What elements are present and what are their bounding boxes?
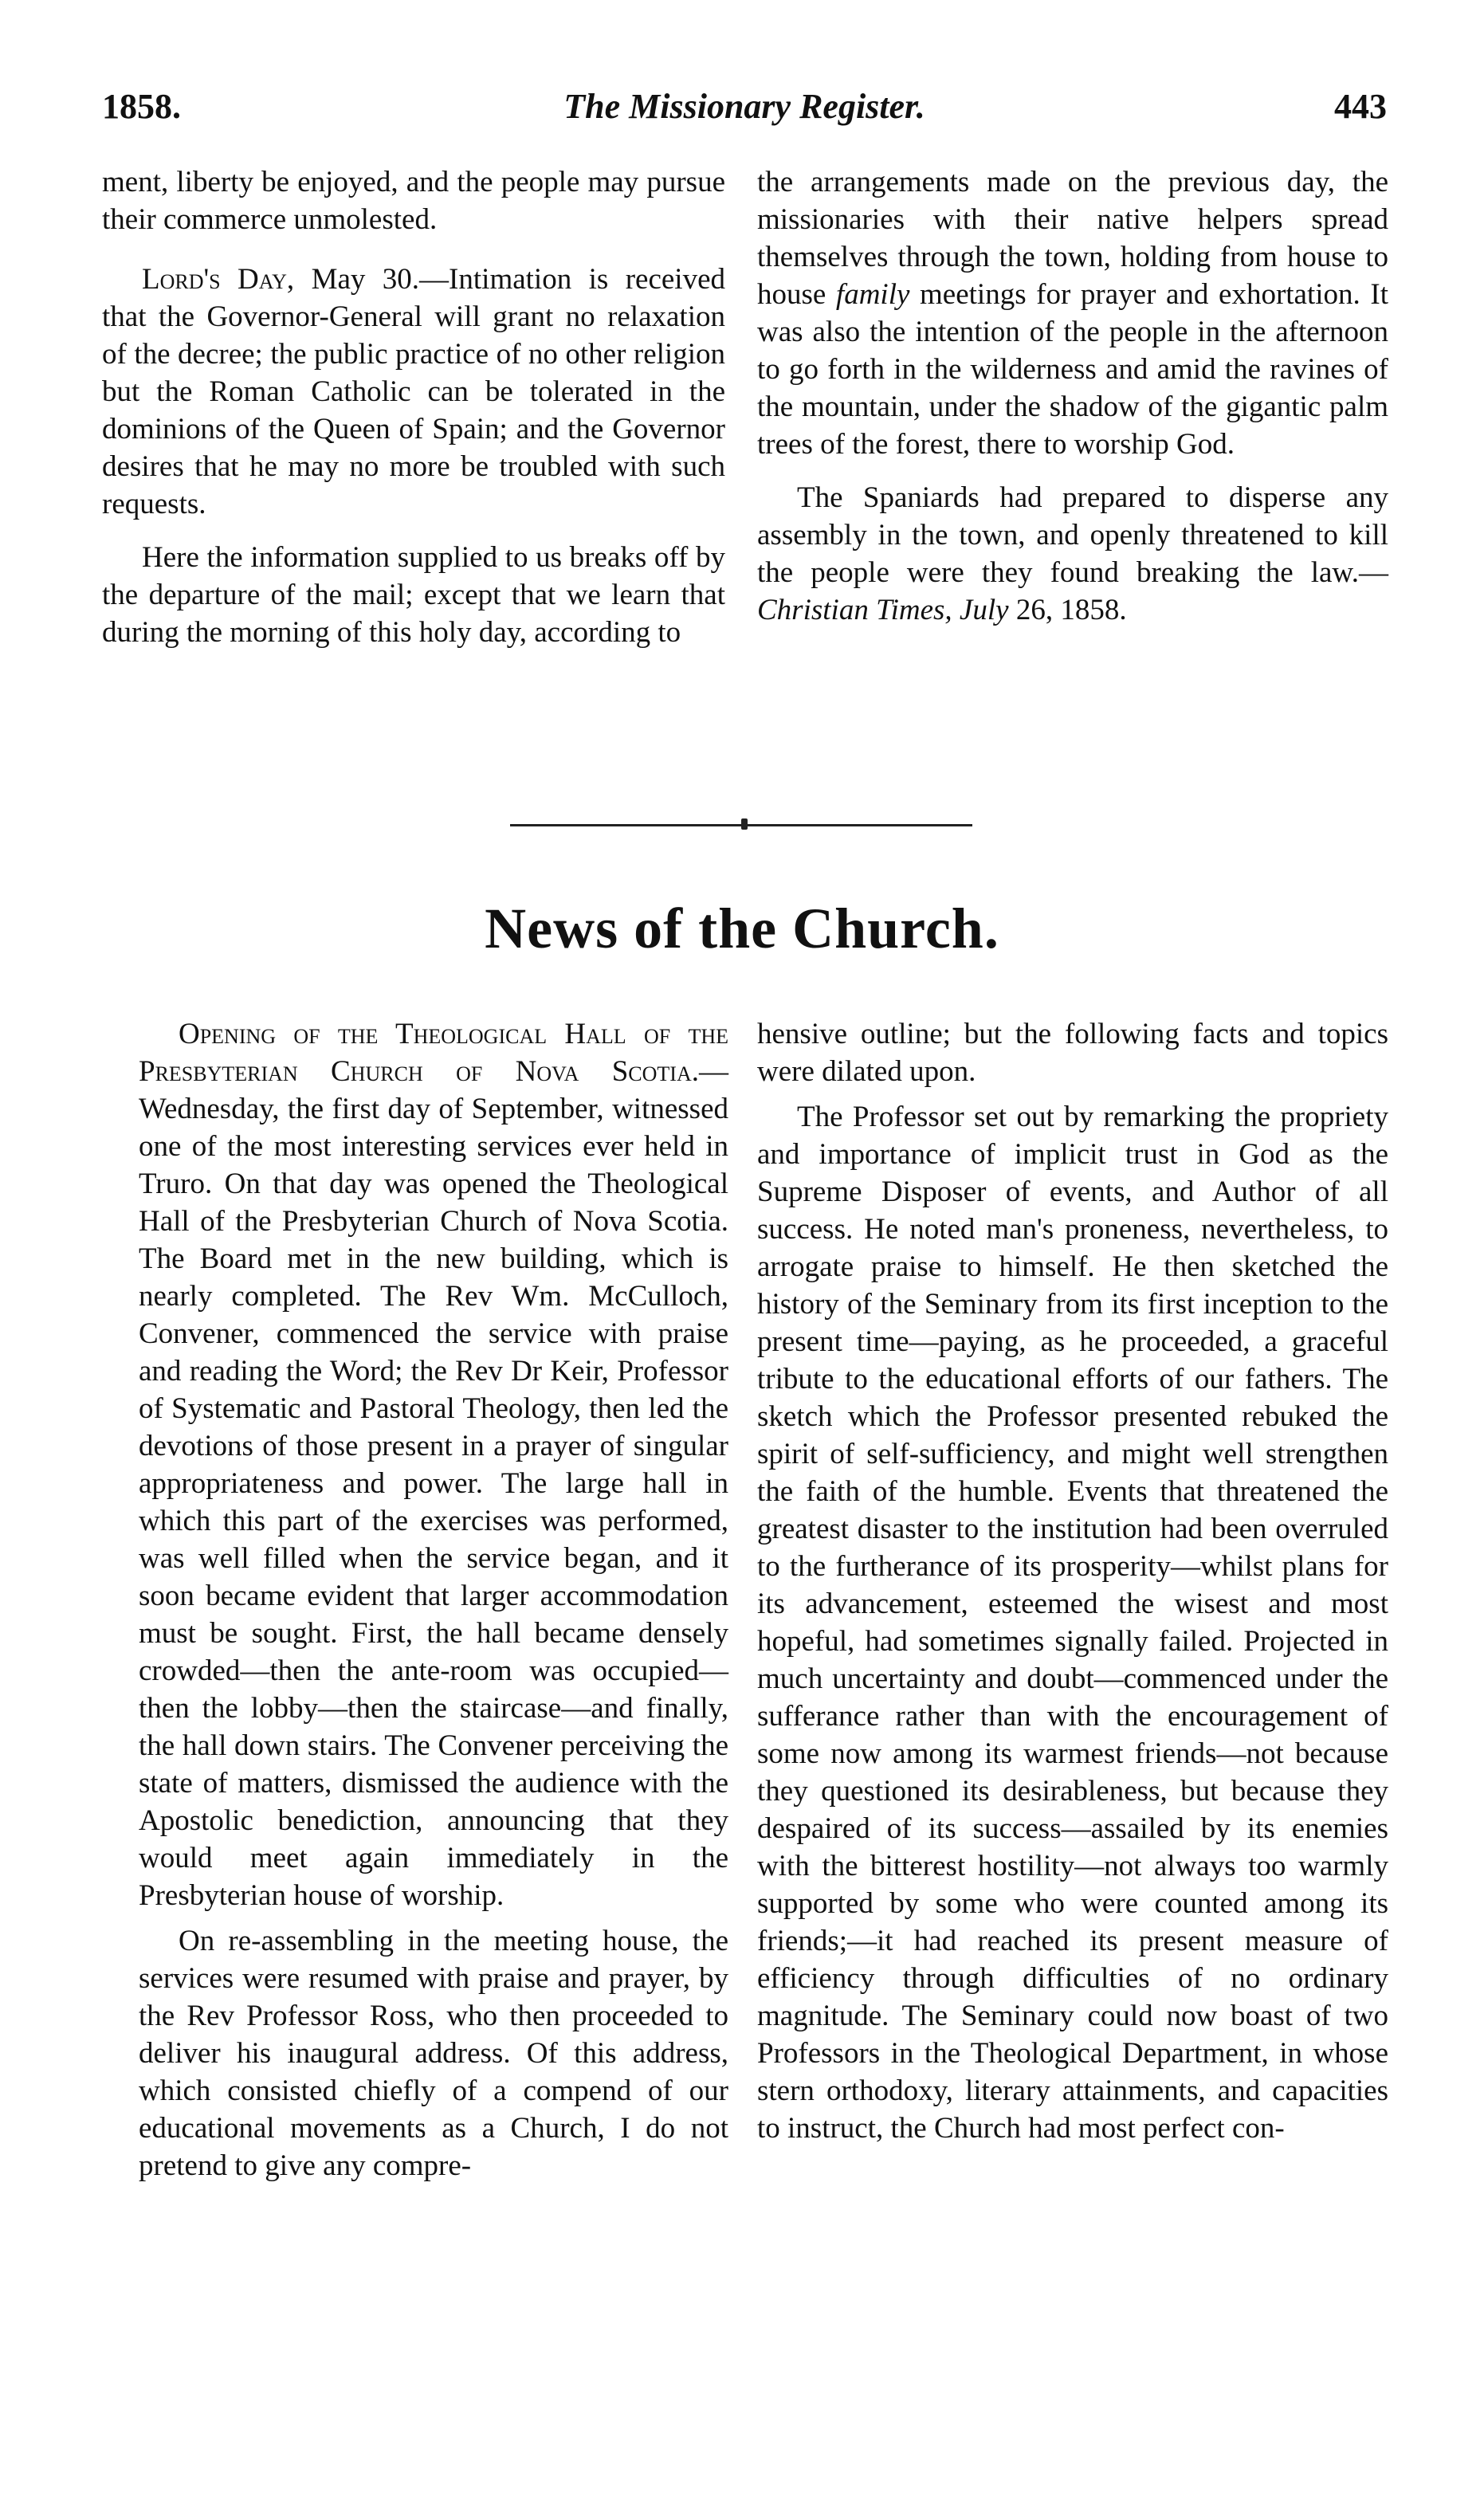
paragraph-text: the arrangements made on the previous day, the missionaries with their native helpers spread themselves through the town, holding from house to house (757, 166, 1388, 311)
article-heading: Opening of the Theological Hall of the Presbyterian Church of Nova Scotia. (139, 1018, 728, 1088)
paragraph-lead: Lord's Day, (142, 263, 295, 296)
paragraph: On re-assembling in the meeting house, the services were resumed with praise and prayer, by the Rev Professor Ross, who then proceeded to deliver his inaugural address. Of this address, which consisted chiefly of a compend of our educational movements as a Church, I do not pretend to give any compre- (139, 1925, 728, 2182)
paragraph: hensive outline; but the following facts and topics were dilated upon. (757, 1018, 1388, 1088)
top-left-column (102, 163, 725, 667)
paragraph-text: —Wednesday, the first day of September, witnessed one of the most interesting services ever held in Truro. On that day was opened the Theological Hall of the Presbyterian Church of Nova Scotia. The Board met in the new building, which is nearly completed. The Rev Wm. McCulloch, Convener, commenced the service with praise and reading the Word; the Rev Dr Keir, Professor of Systematic and Pastoral Theology, then led the devotions of those present in a prayer of singular appropriateness and power. The large hall in which this part of the exercises was performed, was well filled when the service began, and it soon became evident that larger accommodation must be sought. First, the hall became densely crowded—then the ante-room was occupied—then the lobby—then the staircase—and finally, the hall down stairs. The Convener perceiving the state of matters, dismissed the audience with the Apostolic benediction, announcing that they would meet again immediately in the Presbyterian house of worship. (139, 1055, 728, 1912)
paragraph (102, 261, 725, 523)
section-title: News of the Church. (485, 897, 999, 960)
header-journal-title: The Missionary Register. (563, 87, 925, 126)
running-header (102, 86, 1387, 143)
paragraph (757, 163, 1388, 463)
bottom-left-column (139, 1015, 728, 2192)
separator-ornament (741, 818, 748, 830)
bottom-right-column (757, 1015, 1388, 2155)
paragraph-text: meetings for prayer and exhortation. It was also the intention of the people in the afternoon to go forth in the wilderness and amid the ravines of the mountain, under the shadow of the gigantic palm trees of the forest, there to worship God. (757, 278, 1388, 461)
emphasis: family (835, 278, 910, 311)
source-date: 26, 1858. (1008, 594, 1127, 626)
header-page-number: 443 (1334, 87, 1387, 126)
paragraph (139, 1015, 728, 1914)
top-right-column (757, 163, 1388, 645)
header-year: 1858. (102, 87, 181, 126)
source-citation: Christian Times, July (757, 594, 1009, 626)
paragraph: The Professor set out by remarking the propriety and importance of implicit trust in God as the Supreme Disposer of events, and Author of all success. He noted man's proneness, nevertheless, to arrogate praise to himself. He then sketched the history of the Seminary from its first inception to the present time—paying, as he proceeded, a graceful tribute to the educational efforts of our fathers. The sketch which the Professor presented rebuked the spirit of self-sufficiency, and might well strengthen the faith of the humble. Events that threatened the greatest disaster to the institution had been overruled to the furtherance of its prosperity—whilst plans for its advancement, esteemed the wisest and most hopeful, had sometimes signally failed. Projected in much uncertainty and doubt—commenced under the sufferance rather than with the encouragement of some now among its warmest friends—not because they questioned its desirableness, but because they despaired of its success—assailed by its enemies with the bitterest hostility—not always too warmly supported by some who were counted among its friends;—it had reached its present measure of efficiency through difficulties of no ordinary magnitude. The Seminary could now boast of two Professors in the Theological Department, in whose stern orthodoxy, literary attainments, and capacities to instruct, the Church had most perfect con- (757, 1101, 1388, 2145)
paragraph: Here the information supplied to us breaks off by the departure of the mail; except that we learn that during the morning of this holy day, according to (102, 541, 725, 649)
paragraph-text: The Spaniards had prepared to disperse any assembly in the town, and openly threatened to kill the people were they found breaking the law.— (757, 481, 1388, 589)
paragraph-text: May 30.—Intimation is received that the Governor-General will grant no relaxation of the decree; the public practice of no other religion but the Roman Catholic can be tolerated in the dominions of the Queen of Spain; and the Governor desires that he may no more be troubled with such requests. (102, 263, 725, 520)
paragraph (757, 479, 1388, 629)
section-separator-rule (510, 824, 972, 829)
paragraph: ment, liberty be enjoyed, and the people may pursue their commerce unmolested. (102, 166, 725, 236)
